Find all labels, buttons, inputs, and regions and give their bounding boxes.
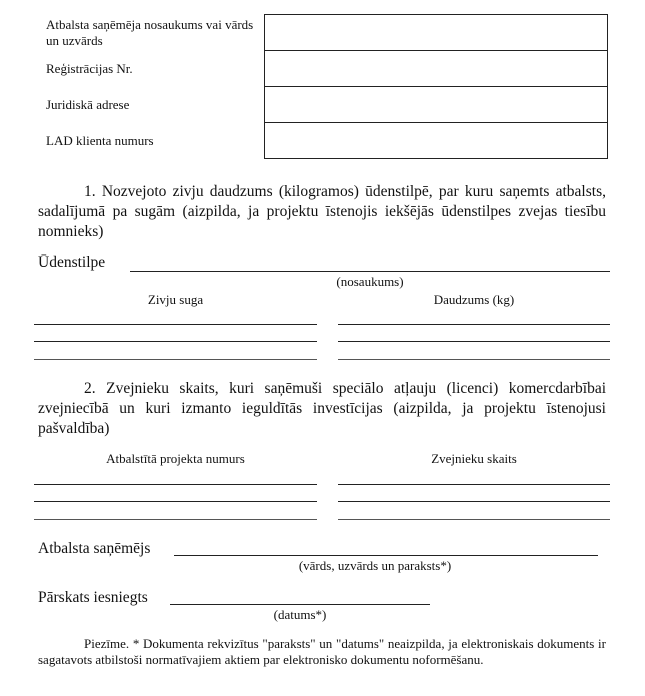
project-number-row-line[interactable] [34, 519, 317, 520]
section2-paragraph [38, 379, 606, 439]
quantity-row-line[interactable] [338, 324, 610, 325]
recipient-signature-label: Atbalsta saņēmējs [38, 540, 151, 557]
legal-address-label: Juridiskā adrese [46, 96, 130, 112]
legal-address-input[interactable] [265, 87, 607, 122]
section1-paragraph [38, 182, 606, 242]
species-row-line[interactable] [34, 324, 317, 325]
water-body-label: Ūdenstilpe [38, 254, 106, 271]
species-column-header: Zivju suga [147, 292, 204, 307]
report-submitted-caption: (datums*) [273, 607, 327, 622]
footnote-text: Piezīme. * Dokumenta rekvizītus "paraksts" un "datums" neaizpilda, ja elektroniskais dokuments ir sagatavots atbilstoši normatīvajiem aktiem par elektronisko dokumentu noformēšanu. [38, 636, 606, 667]
water-body-input[interactable] [130, 254, 610, 272]
quantity-row-line[interactable] [338, 359, 610, 360]
table-row [38, 123, 608, 159]
project-number-row-line[interactable] [34, 484, 317, 485]
quantity-column-header: Daudzums (kg) [433, 292, 515, 307]
applicant-name-label: Atbalsta saņēmēja nosaukums vai vārds un uzvārds [46, 16, 254, 48]
lad-client-number-input[interactable] [265, 123, 607, 158]
section1-number: 1. [84, 183, 96, 200]
registration-number-input[interactable] [265, 51, 607, 86]
registration-number-label: Reģistrācijas Nr. [46, 60, 133, 76]
legal-address-cell [265, 87, 608, 123]
table-row [38, 87, 608, 123]
section1-text: Nozvejoto zivju daudzums (kilogramos) ūdenstilpē, par kuru saņemts atbalsts, sadalījumā pa sugām (aizpilda, ja projektu īstenojis iekšējās ūdenstilpes zvejas tiesību nomnieks) [38, 183, 606, 240]
fishermen-count-column-header: Zvejnieku skaits [431, 451, 517, 466]
applicant-name-cell [265, 15, 608, 51]
project-number-column-header: Atbalstītā projekta numurs [106, 451, 245, 466]
quantity-row-line[interactable] [338, 341, 610, 342]
registration-number-cell [265, 51, 608, 87]
fishermen-count-row-line[interactable] [338, 519, 610, 520]
applicant-info-table [38, 14, 608, 159]
table-row [38, 51, 608, 87]
fishermen-count-row-line[interactable] [338, 484, 610, 485]
lad-client-number-label: LAD klienta numurs [46, 132, 154, 148]
table-row [38, 15, 608, 51]
report-submitted-label: Pārskats iesniegts [38, 589, 148, 606]
section2-number: 2. [84, 380, 96, 397]
recipient-signature-input[interactable] [174, 538, 598, 556]
species-row-line[interactable] [34, 341, 317, 342]
water-body-caption: (nosaukums) [336, 274, 404, 289]
applicant-name-input[interactable] [265, 15, 607, 50]
project-number-row-line[interactable] [34, 501, 317, 502]
species-row-line[interactable] [34, 359, 317, 360]
footnote [38, 636, 606, 668]
lad-client-number-cell [265, 123, 608, 159]
section2-text: Zvejnieku skaits, kuri saņēmuši speciālo atļauju (licenci) komercdarbībai zvejniecībā un kuri izmanto ieguldītās investīcijas (aizpilda, ja projektu īstenojusi pašvaldība) [38, 380, 607, 437]
fishermen-count-row-line[interactable] [338, 501, 610, 502]
report-submitted-date-input[interactable] [170, 587, 430, 605]
recipient-signature-caption: (vārds, uzvārds un paraksts*) [298, 558, 452, 573]
